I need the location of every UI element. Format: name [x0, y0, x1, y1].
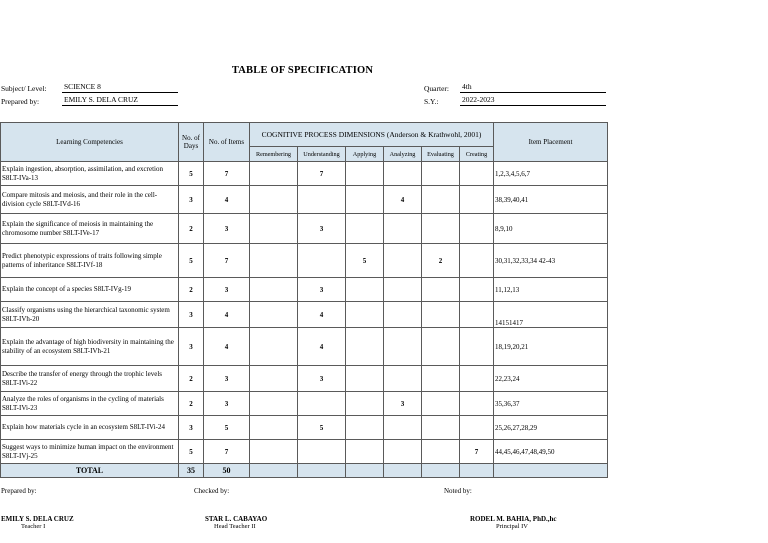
days-cell: 2: [179, 392, 204, 416]
items-cell: 3: [204, 366, 250, 392]
applying-cell: [346, 162, 384, 186]
applying-cell: [346, 366, 384, 392]
creating-cell: [460, 162, 494, 186]
items-cell: 7: [204, 440, 250, 464]
analyzing-cell: [384, 244, 422, 278]
days-cell: 2: [179, 214, 204, 244]
document-title: TABLE OF SPECIFICATION: [231, 65, 374, 76]
evaluating-cell: 2: [422, 244, 460, 278]
remembering-cell: [250, 162, 298, 186]
remembering-cell: [250, 302, 298, 328]
remembering-cell: [250, 392, 298, 416]
prepared-label: Prepared by:: [1, 97, 40, 106]
placement-cell: 11,12,13: [494, 278, 608, 302]
competency-cell: Explain the advantage of high biodiversity in maintaining the stability of an ecosystem S8LT-IVh-21: [1, 328, 179, 366]
analyzing-cell: [384, 440, 422, 464]
creating-cell: [460, 302, 494, 328]
analyzing-cell: [384, 278, 422, 302]
signatory-teacher: [1, 515, 81, 530]
signatory-name: RODEL M. BAHIA, PhD.,hc: [470, 515, 557, 523]
items-cell: 3: [204, 278, 250, 302]
understanding-cell: 4: [298, 302, 346, 328]
evaluating-cell: [422, 302, 460, 328]
analyzing-cell: [384, 366, 422, 392]
applying-cell: [346, 278, 384, 302]
total-empty: [298, 464, 346, 478]
header-days: No. of Days: [179, 123, 204, 162]
days-cell: 3: [179, 186, 204, 214]
analyzing-cell: [384, 416, 422, 440]
understanding-cell: [298, 244, 346, 278]
total-days: 35: [179, 464, 204, 478]
understanding-cell: [298, 392, 346, 416]
days-cell: 3: [179, 328, 204, 366]
evaluating-cell: [422, 440, 460, 464]
placement-cell: 38,39,40,41: [494, 186, 608, 214]
competency-cell: Describe the transfer of energy through the trophic levels S8LT-IVi-22: [1, 366, 179, 392]
applying-cell: [346, 214, 384, 244]
signatory-name: STAR L. CABAYAO: [205, 515, 268, 523]
understanding-cell: 7: [298, 162, 346, 186]
table-row: [1, 392, 608, 416]
remembering-cell: [250, 214, 298, 244]
items-cell: 4: [204, 328, 250, 366]
total-empty: [346, 464, 384, 478]
remembering-cell: [250, 416, 298, 440]
competency-cell: Explain the concept of a species S8LT-IVg-19: [1, 278, 179, 302]
checked-by-label: Checked by:: [194, 487, 230, 495]
remembering-cell: [250, 244, 298, 278]
days-cell: 2: [179, 366, 204, 392]
table-row: [1, 328, 608, 366]
creating-cell: [460, 214, 494, 244]
total-label: TOTAL: [1, 464, 179, 478]
evaluating-cell: [422, 392, 460, 416]
placement-cell: 1,2,3,4,5,6,7: [494, 162, 608, 186]
items-cell: 4: [204, 302, 250, 328]
table-row: [1, 214, 608, 244]
understanding-cell: [298, 440, 346, 464]
header-understanding: Understanding: [298, 147, 346, 162]
understanding-cell: 3: [298, 214, 346, 244]
header-remembering: Remembering: [250, 147, 298, 162]
table-row: [1, 186, 608, 214]
creating-cell: [460, 328, 494, 366]
table-row: [1, 440, 608, 464]
signatory-role: Principal IV: [496, 523, 528, 530]
total-empty: [422, 464, 460, 478]
applying-cell: [346, 440, 384, 464]
evaluating-cell: [422, 186, 460, 214]
placement-cell: 44,45,46,47,48,49,50: [494, 440, 608, 464]
items-cell: 4: [204, 186, 250, 214]
creating-cell: [460, 186, 494, 214]
days-cell: 2: [179, 278, 204, 302]
header-competencies: Learning Competencies: [1, 123, 179, 162]
total-empty: [384, 464, 422, 478]
analyzing-cell: [384, 328, 422, 366]
noted-by-label: Noted by:: [444, 487, 472, 495]
sy-label: S.Y.:: [424, 97, 439, 106]
header-placement: Item Placement: [494, 123, 608, 162]
applying-cell: [346, 186, 384, 214]
creating-cell: 7: [460, 440, 494, 464]
header-evaluating: Evaluating: [422, 147, 460, 162]
evaluating-cell: [422, 214, 460, 244]
total-empty: [460, 464, 494, 478]
remembering-cell: [250, 186, 298, 214]
placement-cell: 35,36,37: [494, 392, 608, 416]
understanding-cell: 5: [298, 416, 346, 440]
applying-cell: [346, 416, 384, 440]
analyzing-cell: [384, 302, 422, 328]
analyzing-cell: 3: [384, 392, 422, 416]
applying-cell: 5: [346, 244, 384, 278]
placement-cell: 25,26,27,28,29: [494, 416, 608, 440]
total-items: 50: [204, 464, 250, 478]
evaluating-cell: [422, 278, 460, 302]
creating-cell: [460, 244, 494, 278]
applying-cell: [346, 328, 384, 366]
total-empty: [250, 464, 298, 478]
table-row: [1, 366, 608, 392]
applying-cell: [346, 302, 384, 328]
evaluating-cell: [422, 416, 460, 440]
items-cell: 5: [204, 416, 250, 440]
header-analyzing: Analyzing: [384, 147, 422, 162]
competency-cell: Compare mitosis and meiosis, and their role in the cell-division cycle S8LT-IVd-16: [1, 186, 179, 214]
days-cell: 5: [179, 244, 204, 278]
table-row: [1, 278, 608, 302]
sy-value: 2022-2023: [460, 95, 606, 106]
understanding-cell: 3: [298, 278, 346, 302]
placement-cell: 22,23,24: [494, 366, 608, 392]
analyzing-cell: 4: [384, 186, 422, 214]
quarter-label: Quarter:: [424, 84, 449, 93]
analyzing-cell: [384, 214, 422, 244]
header-dimensions: COGNITIVE PROCESS DIMENSIONS (Anderson & Krathwohl, 2001): [250, 123, 494, 147]
competency-cell: Suggest ways to minimize human impact on the environment S8LT-IVj-25: [1, 440, 179, 464]
table-row: [1, 162, 608, 186]
items-cell: 3: [204, 214, 250, 244]
creating-cell: [460, 392, 494, 416]
remembering-cell: [250, 328, 298, 366]
signatory-role: Head Teacher II: [214, 523, 256, 530]
placement-cell: 8,9,10: [494, 214, 608, 244]
header-creating: Creating: [460, 147, 494, 162]
creating-cell: [460, 278, 494, 302]
placement-cell: 30,31,32,33,34 42-43: [494, 244, 608, 278]
placement-cell: 18,19,20,21: [494, 328, 608, 366]
competency-cell: Predict phenotypic expressions of traits following simple patterns of inheritance S8LT-IVf-18: [1, 244, 179, 278]
understanding-cell: 3: [298, 366, 346, 392]
header-items: No. of Items: [204, 123, 250, 162]
placement-cell: 14151417: [494, 302, 608, 328]
creating-cell: [460, 416, 494, 440]
days-cell: 5: [179, 440, 204, 464]
table-row: [1, 416, 608, 440]
applying-cell: [346, 392, 384, 416]
competency-cell: Analyze the roles of organisms in the cycling of materials S8LT-IVi-23: [1, 392, 179, 416]
analyzing-cell: [384, 162, 422, 186]
days-cell: 3: [179, 302, 204, 328]
signatory-role: Teacher I: [21, 523, 46, 530]
total-empty: [494, 464, 608, 478]
competency-cell: Explain how materials cycle in an ecosystem S8LT-IVi-24: [1, 416, 179, 440]
quarter-value: 4th: [460, 82, 606, 93]
signatory-principal: [470, 515, 580, 530]
competency-cell: Explain ingestion, absorption, assimilation, and excretion S8LT-IVa-13: [1, 162, 179, 186]
items-cell: 7: [204, 244, 250, 278]
evaluating-cell: [422, 366, 460, 392]
creating-cell: [460, 366, 494, 392]
days-cell: 5: [179, 162, 204, 186]
prepared-value: EMILY S. DELA CRUZ: [62, 95, 178, 106]
evaluating-cell: [422, 328, 460, 366]
prepared-by-label: Prepared by:: [1, 487, 37, 495]
signatory-name: EMILY S. DELA CRUZ: [1, 515, 74, 523]
understanding-cell: [298, 186, 346, 214]
subject-label: Subject/ Level:: [1, 84, 47, 93]
remembering-cell: [250, 278, 298, 302]
evaluating-cell: [422, 162, 460, 186]
items-cell: 3: [204, 392, 250, 416]
understanding-cell: 4: [298, 328, 346, 366]
specification-table: [0, 122, 608, 478]
competency-cell: Explain the significance of meiosis in maintaining the chromosome number S8LT-IVe-17: [1, 214, 179, 244]
items-cell: 7: [204, 162, 250, 186]
remembering-cell: [250, 366, 298, 392]
days-cell: 3: [179, 416, 204, 440]
table-row: [1, 244, 608, 278]
signatory-head-teacher: [205, 515, 285, 530]
header-applying: Applying: [346, 147, 384, 162]
remembering-cell: [250, 440, 298, 464]
total-row: [1, 464, 608, 478]
table-row: [1, 302, 608, 328]
subject-value: SCIENCE 8: [62, 82, 178, 93]
competency-cell: Classify organisms using the hierarchical taxonomic system S8LT-IVh-20: [1, 302, 179, 328]
